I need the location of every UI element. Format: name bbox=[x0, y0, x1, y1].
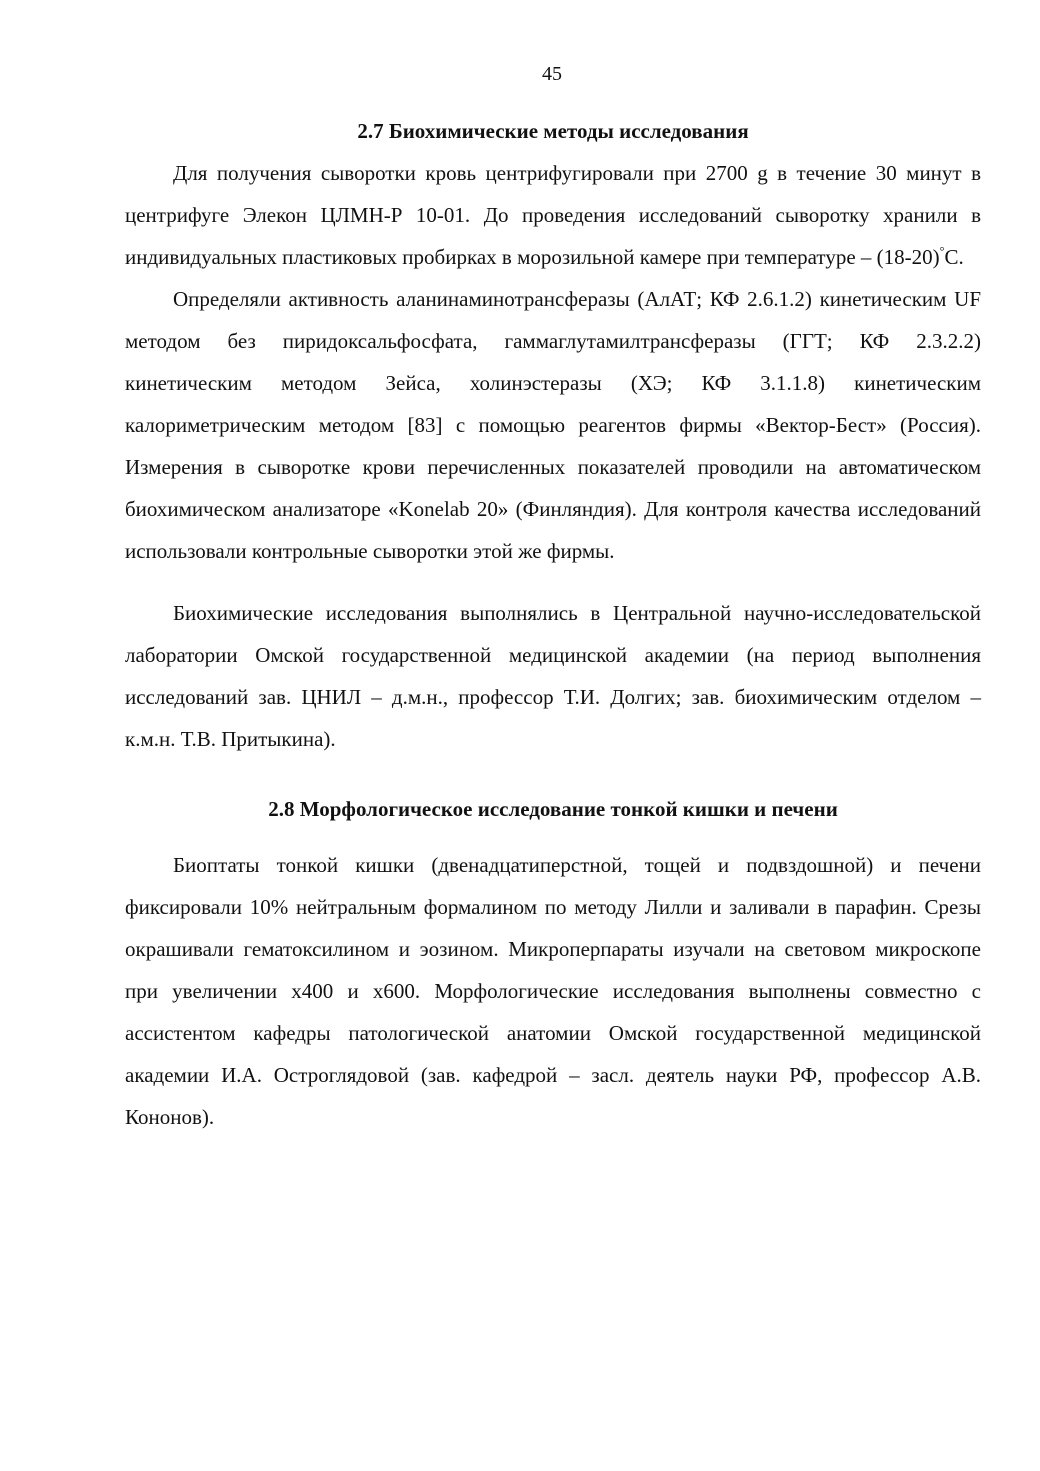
paragraph-serum-preparation-unit: С. bbox=[944, 245, 964, 269]
text-column bbox=[125, 113, 981, 1138]
degree-sign: ° bbox=[939, 244, 945, 258]
section-heading-2-7: 2.7 Биохимические методы исследования bbox=[357, 119, 749, 143]
paragraph-serum-preparation bbox=[125, 152, 981, 278]
paragraph-laboratory-info: Биохимические исследования выполнялись в Центральной научно-исследовательской лаборатории Омской государственной медицинской академии (на период выполнения исследований зав. ЦНИЛ – д.м.н., профессор Т.И. Долгих; зав. биохимическим отделом – к.м.н. Т.В. Притыкина). bbox=[125, 601, 981, 751]
section-heading-2-8: 2.8 Морфологическое исследование тонкой кишки и печени bbox=[268, 797, 838, 821]
paragraph-serum-preparation-text: Для получения сыворотки кровь центрифугировали при 2700 g в течение 30 минут в центрифуге Элекон ЦЛМН-Р 10-01. До проведения исследований сыворотку хранили в индивидуальных пластиковых пробирках в морозильной камере при температуре – (18-20) bbox=[125, 161, 981, 269]
paragraph-morphology-methods: Биоптаты тонкой кишки (двенадцатиперстной, тощей и подвздошной) и печени фиксировали 10% нейтральным формалином по методу Лилли и заливали в парафин. Срезы окрашивали гематоксилином и эозином. Микроперпараты изучали на световом микроскопе при увеличении х400 и х600. Морфологические исследования выполнены совместно с ассистентом кафедры патологической анатомии Омской государственной медицинской академии И.А. Остроглядовой (зав. кафедрой – засл. деятель науки РФ, профессор А.В. Кононов). bbox=[125, 853, 981, 1129]
paragraph-enzyme-activity: Определяли активность аланинаминотрансферазы (АлАТ; КФ 2.6.1.2) кинетическим UF методом без пиридоксальфосфата, гаммаглутамилтрансферазы (ГГТ; КФ 2.3.2.2) кинетическим методом Зейса, холинэстеразы (ХЭ; КФ 3.1.1.8) кинетическим калориметрическим методом [83] с помощью реагентов фирмы «Вектор-Бест» (Россия). Измерения в сыворотке крови перечисленных показателей проводили на автоматическом биохимическом анализаторе «Konelab 20» (Финляндия). Для контроля качества исследований использовали контрольные сыворотки этой же фирмы. bbox=[125, 287, 981, 563]
page-number: 45 bbox=[542, 63, 562, 85]
